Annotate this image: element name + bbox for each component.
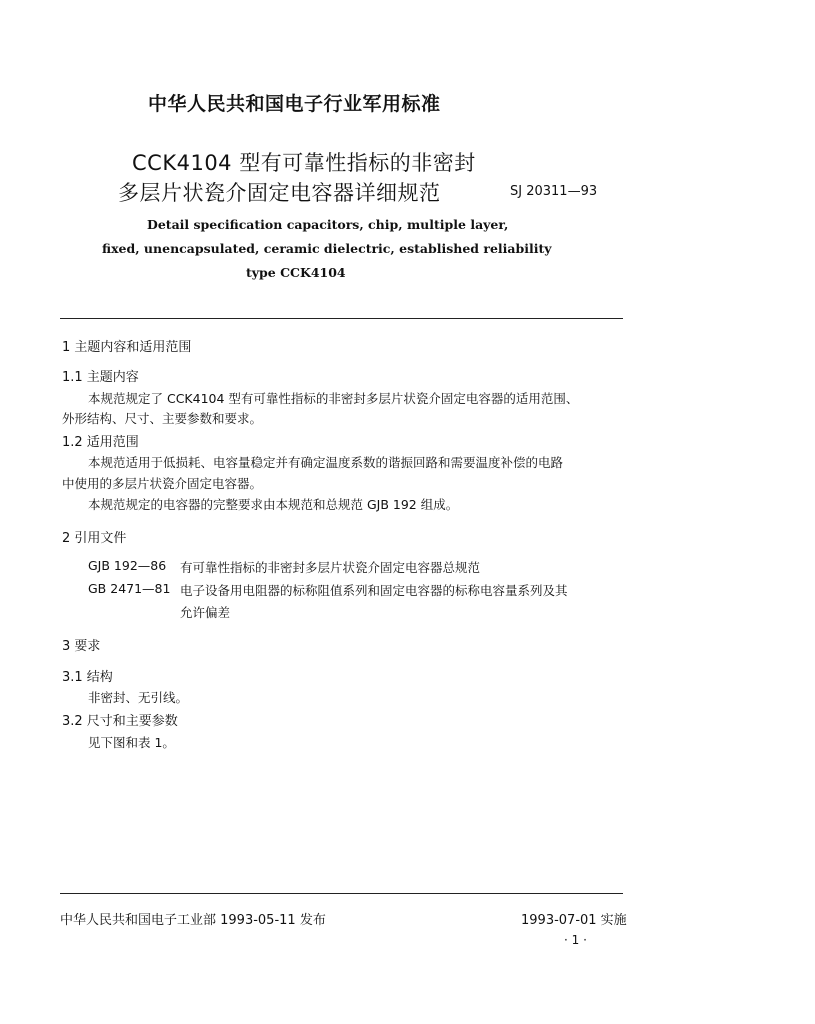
section-1-1-text-line-2: 外形结构、尺寸、主要参数和要求。 bbox=[62, 411, 263, 426]
english-title-line-2: fixed, unencapsulated, ceramic dielectric, established reliability bbox=[102, 241, 552, 256]
section-1-1-heading: 1.1 主题内容 bbox=[62, 370, 139, 385]
header-divider bbox=[60, 318, 623, 319]
section-1-2-text-line-1: 本规范适用于低损耗、电容量稳定并有确定温度系数的谐振回路和需要温度补偿的电路 bbox=[88, 455, 564, 470]
section-3-1-text: 非密封、无引线。 bbox=[88, 690, 189, 705]
reference-2-title-line-1: 电子设备用电阻器的标称阻值系列和固定电容器的标称电容量系列及其 bbox=[180, 583, 568, 598]
reference-1-code: GJB 192—86 bbox=[88, 558, 167, 573]
footer-issuer: 中华人民共和国电子工业部 1993-05-11 发布 bbox=[60, 913, 326, 928]
document-title-line-2: 多层片状瓷介固定电容器详细规范 bbox=[118, 181, 441, 205]
reference-2-title-line-2: 允许偏差 bbox=[180, 605, 231, 620]
reference-1-title: 有可靠性指标的非密封多层片状瓷介固定电容器总规范 bbox=[180, 560, 481, 575]
section-1-2-text-line-3: 本规范规定的电容器的完整要求由本规范和总规范 GJB 192 组成。 bbox=[88, 497, 459, 512]
standard-code: SJ 20311—93 bbox=[510, 184, 598, 199]
page-number: · 1 · bbox=[564, 933, 587, 947]
english-title-line-1: Detail specification capacitors, chip, multiple layer, bbox=[147, 217, 509, 232]
section-1-1-text-line-1: 本规范规定了 CCK4104 型有可靠性指标的非密封多层片状瓷介固定电容器的适用范围、 bbox=[88, 391, 579, 406]
section-3-2-text: 见下图和表 1。 bbox=[88, 735, 175, 750]
section-3-1-heading: 3.1 结构 bbox=[62, 670, 113, 685]
footer-effective-date: 1993-07-01 实施 bbox=[521, 913, 627, 928]
standard-type-title: 中华人民共和国电子行业军用标准 bbox=[148, 93, 441, 115]
section-1-2-heading: 1.2 适用范围 bbox=[62, 435, 139, 450]
reference-2-code: GB 2471—81 bbox=[88, 581, 171, 596]
section-3-heading: 3 要求 bbox=[62, 639, 101, 654]
section-2-heading: 2 引用文件 bbox=[62, 531, 127, 546]
document-title-line-1: CCK4104 型有可靠性指标的非密封 bbox=[132, 151, 476, 175]
section-3-2-heading: 3.2 尺寸和主要参数 bbox=[62, 714, 178, 729]
section-1-heading: 1 主题内容和适用范围 bbox=[62, 340, 192, 355]
section-1-2-text-line-2: 中使用的多层片状瓷介固定电容器。 bbox=[62, 476, 263, 491]
english-title-line-3: type CCK4104 bbox=[246, 265, 346, 280]
footer-divider bbox=[60, 893, 623, 894]
